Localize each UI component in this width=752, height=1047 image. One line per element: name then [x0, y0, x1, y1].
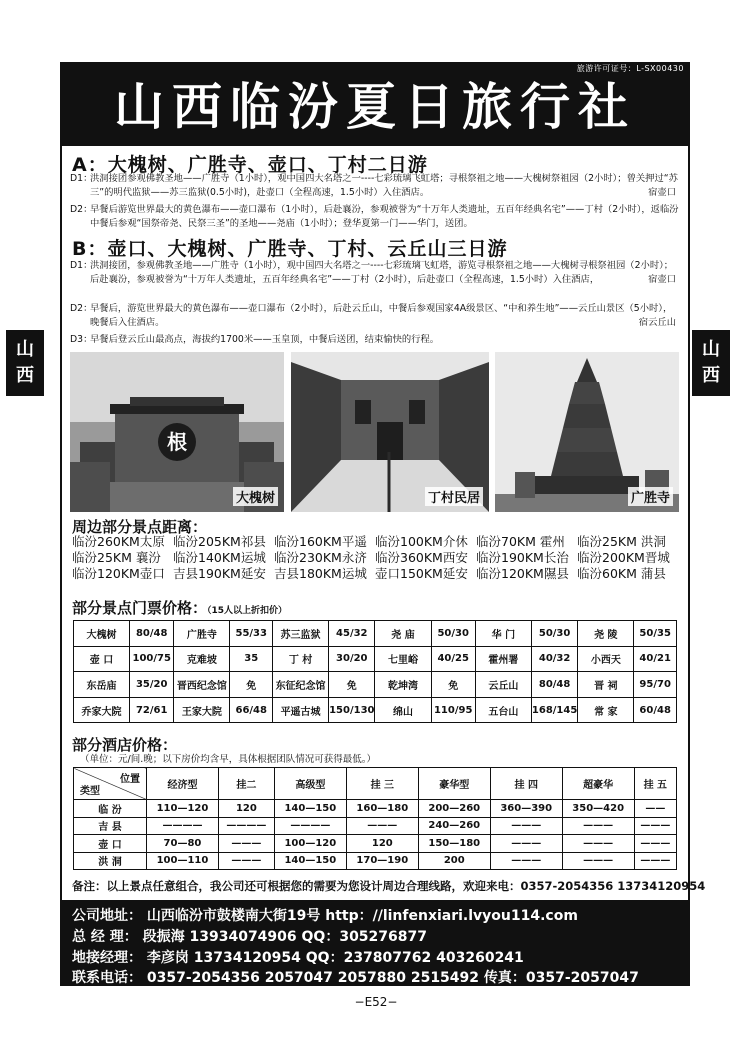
distance-item: 临汾25KM 襄汾: [72, 550, 161, 565]
route-a-day1: D1： 洪洞接团参观佛教圣地——广胜寺（1小时），观中国四大名塔之一----七彩琉璃飞虹塔；寻根祭祖之地——大槐树祭祖园（2小时）；曾关押过“苏三”的明代监狱——苏三监狱(0.5小时)，赴壶口（全程高速，1.5小时）入住酒店。 宿壶口: [70, 173, 678, 198]
hotel-price: ———: [218, 852, 274, 870]
hotel-type-header: 超豪华: [562, 768, 634, 800]
hotel-price: ———: [562, 835, 634, 853]
distance-item: 吉县190KM延安: [173, 566, 266, 581]
hotel-price: 240—260: [418, 817, 490, 835]
ticket-site: 晋 祠: [578, 672, 634, 698]
ticket-price: 40/25: [431, 646, 475, 672]
ticket-site: 绵山: [375, 697, 431, 723]
ticket-row: [74, 697, 677, 723]
distance-item: 临汾160KM平遥: [274, 534, 367, 549]
ticket-price: 免: [230, 672, 273, 698]
ticket-price: 95/70: [634, 672, 677, 698]
distance-item: 临汾60KM 蒲县: [577, 566, 666, 581]
hotel-row: [74, 800, 677, 818]
svg-text:根: 根: [167, 430, 187, 454]
ticket-price: 35/20: [130, 672, 174, 698]
ticket-site: 壶 口: [74, 646, 130, 672]
distance-item: 临汾70KM 霍州: [476, 534, 565, 549]
ticket-price: 168/145: [531, 697, 577, 723]
hotel-price: ————: [147, 817, 219, 835]
hotel-price: 140—150: [274, 852, 346, 870]
hotel-price: 100—120: [274, 835, 346, 853]
route-a-day2: D2： 早餐后游览世界最大的黄色瀑布——壶口瀑布（1小时），后赴襄汾，参观被誉为“十万年人类遗址，五百年经典名宅”——丁村（2小时），返临汾中餐后参观“国祭帝尧、民祭三圣”的圣地——尧庙（1小时）；登华夏第一门——华门，送团。: [70, 204, 679, 229]
route-b-title: B：壶口、大槐树、广胜寺、丁村、云丘山三日游: [72, 238, 508, 260]
hotel-price: 200—260: [418, 800, 490, 818]
hotel-type-header: 挂 四: [490, 768, 562, 800]
ticket-price: 50/35: [634, 621, 677, 647]
distance-item: 临汾25KM 洪洞: [577, 534, 666, 549]
hotel-price: ———: [562, 817, 634, 835]
ticket-price: 80/48: [531, 672, 577, 698]
ticket-price: 66/48: [230, 697, 273, 723]
hotel-price: 120: [218, 800, 274, 818]
hotel-price: ———: [634, 835, 676, 853]
footer-contact: [60, 900, 690, 986]
hotel-price: 200: [418, 852, 490, 870]
ticket-site: 七里峪: [375, 646, 431, 672]
hotel-corner-cell: 位置 类型: [74, 768, 147, 800]
distance-item: 临汾120KM壶口: [72, 566, 165, 581]
ticket-site: 云丘山: [475, 672, 531, 698]
hotel-price: ———: [490, 835, 562, 853]
ticket-price: 45/32: [329, 621, 375, 647]
hotel-price: 120: [346, 835, 418, 853]
distance-list: [72, 534, 682, 582]
ticket-site: 平遥古城: [273, 697, 329, 723]
ticket-price: 50/30: [431, 621, 475, 647]
hotel-type-header: 高级型: [274, 768, 346, 800]
distance-item: 临汾100KM介休: [375, 534, 468, 549]
distance-item: 临汾190KM长治: [476, 550, 569, 565]
tickets-title: 部分景点门票价格：（15人以上折扣价）: [72, 599, 288, 617]
ticket-price: 80/48: [130, 621, 174, 647]
ticket-price: 40/21: [634, 646, 677, 672]
ticket-row: [74, 621, 677, 647]
photo-caption: 丁村民居: [425, 487, 483, 506]
photo-caption: 广胜寺: [628, 487, 673, 506]
ticket-price: 免: [329, 672, 375, 698]
ticket-site: 五台山: [475, 697, 531, 723]
photo-dahuaishu: [70, 352, 284, 512]
distance-item: 临汾230KM永济: [274, 550, 367, 565]
ticket-site: 小西天: [578, 646, 634, 672]
ticket-price: 50/30: [531, 621, 577, 647]
ticket-site: 晋西纪念馆: [174, 672, 230, 698]
hotel-price: ———: [490, 852, 562, 870]
hotel-price: 140—150: [274, 800, 346, 818]
distance-item: 临汾260KM太原: [72, 534, 165, 549]
ticket-price: 100/75: [130, 646, 174, 672]
hotel-price: ———: [562, 852, 634, 870]
photo-caption: 大槐树: [233, 487, 278, 506]
hotel-row: [74, 852, 677, 870]
ticket-site: 苏三监狱: [273, 621, 329, 647]
side-tab-right: 山 西: [692, 330, 730, 396]
distance-item: 临汾205KM祁县: [173, 534, 266, 549]
hotel-price: ———: [490, 817, 562, 835]
ticket-price: 60/48: [634, 697, 677, 723]
ticket-site: 大槐树: [74, 621, 130, 647]
route-b-day2: D2： 早餐后，游览世界最大的黄色瀑布——壶口瀑布（2小时），后赴云丘山，中餐后参观国家4A级景区、“中和养生地”——云丘山景区（5小时），晚餐后入住酒店。 宿云丘山: [70, 303, 676, 328]
hotel-type-header: 豪华型: [418, 768, 490, 800]
distance-title: 周边部分景点距离：: [72, 518, 208, 536]
route-a-title: A：大槐树、广胜寺、壶口、丁村二日游: [72, 154, 428, 176]
hotel-row: [74, 835, 677, 853]
distance-item: 临汾120KM隰县: [476, 566, 569, 581]
hotel-place: 壶 口: [74, 835, 147, 853]
hotel-price: 170—190: [346, 852, 418, 870]
hotel-price: ——: [634, 800, 676, 818]
hotel-place: 吉 县: [74, 817, 147, 835]
hotel-type-header: 挂 三: [346, 768, 418, 800]
route-b-day3: D3： 早餐后登云丘山最高点，海拔约1700米——玉皇顶，中餐后送团，结束愉快的行程。: [70, 334, 440, 345]
side-tab-left: 山 西: [6, 330, 44, 396]
ticket-price: 免: [431, 672, 475, 698]
ticket-price: 72/61: [130, 697, 174, 723]
ticket-site: 尧 庙: [375, 621, 431, 647]
ticket-site: 尧 陵: [578, 621, 634, 647]
ticket-site: 广胜寺: [174, 621, 230, 647]
distance-item: 吉县180KM运城: [274, 566, 367, 581]
ticket-site: 东岳庙: [74, 672, 130, 698]
ticket-site: 常 家: [578, 697, 634, 723]
ticket-row: [74, 646, 677, 672]
hotel-price: ———: [346, 817, 418, 835]
ticket-site: 丁 村: [273, 646, 329, 672]
ticket-row: [74, 672, 677, 698]
remark: 备注：以上景点任意组合，我公司还可根据您的需要为您设计周边合理线路，欢迎来电：0357-2054356 13734120954: [72, 879, 706, 893]
hotel-type-header: 经济型: [147, 768, 219, 800]
hotel-table: [73, 767, 677, 870]
hotel-price: ————: [274, 817, 346, 835]
hotel-type-header: 挂 五: [634, 768, 676, 800]
hotel-place: 洪 洞: [74, 852, 147, 870]
hotels-note: （单位：元/间.晚；以下房价均含早，具体根据团队情况可获得最低。）: [80, 754, 376, 765]
ticket-price: 55/33: [230, 621, 273, 647]
ticket-site: 乾坤湾: [375, 672, 431, 698]
ground-manager: 地接经理： 李彦岗 13734120954 QQ：237807762 403260241: [72, 950, 524, 966]
distance-item: 壶口150KM延安: [375, 566, 468, 581]
ticket-site: 霍州署: [475, 646, 531, 672]
hotel-price: ———: [634, 852, 676, 870]
general-manager: 总 经 理： 段振海 13934074906 QQ：305276877: [72, 929, 427, 945]
contact-phone: 联系电话： 0357-2054356 2057047 2057880 2515492 传真：0357-2057047: [72, 970, 639, 986]
photo-guangshengsi: [495, 352, 679, 512]
company-address: 公司地址： 山西临汾市鼓楼南大街19号 http：//linfenxiari.lvyou114.com: [72, 908, 578, 924]
hotel-price: 70—80: [147, 835, 219, 853]
hotel-row: [74, 817, 677, 835]
ticket-site: 东征纪念馆: [273, 672, 329, 698]
ticket-price: 40/32: [531, 646, 577, 672]
route-b-day1: D1： 洪洞接团，参观佛教圣地——广胜寺（1小时），观中国四大名塔之一----七彩琉璃飞虹塔，游览寻根祭祖之地——大槐树寻根祭祖园（2小时）；后赴襄汾，参观被誉为“十万年人类遗址，五百年经典名宅”——丁村（2小时），后赴壶口（全程高速，1.5小时）入住酒店， 宿壶口: [70, 260, 676, 285]
hotel-type-header: 挂二: [218, 768, 274, 800]
hotel-price: 360—390: [490, 800, 562, 818]
hotel-price: 160—180: [346, 800, 418, 818]
distance-item: 临汾200KM晋城: [577, 550, 670, 565]
hotel-price: 100—110: [147, 852, 219, 870]
license-number: 旅游许可证号：L-SX00430: [576, 64, 684, 73]
photo-dingcun: [291, 352, 489, 512]
hotel-price: 110—120: [147, 800, 219, 818]
ticket-site: 乔家大院: [74, 697, 130, 723]
hotel-price: ———: [634, 817, 676, 835]
hotel-price: 150—180: [418, 835, 490, 853]
ticket-price: 110/95: [431, 697, 475, 723]
ticket-price: 30/20: [329, 646, 375, 672]
distance-item: 临汾140KM运城: [173, 550, 266, 565]
ticket-site: 华 门: [475, 621, 531, 647]
ticket-site: 王家大院: [174, 697, 230, 723]
hotel-price: 350—420: [562, 800, 634, 818]
hotel-place: 临 汾: [74, 800, 147, 818]
ticket-table: [73, 620, 677, 723]
ticket-price: 150/130: [329, 697, 375, 723]
ticket-site: 克难坡: [174, 646, 230, 672]
hotel-price: ———: [218, 835, 274, 853]
distance-item: 临汾360KM西安: [375, 550, 468, 565]
hotels-title: 部分酒店价格：: [72, 736, 178, 754]
page-title: 山西临汾夏日旅行社: [114, 78, 636, 136]
hotel-price: ————: [218, 817, 274, 835]
ticket-price: 35: [230, 646, 273, 672]
page-number: −E52−: [354, 995, 398, 1009]
